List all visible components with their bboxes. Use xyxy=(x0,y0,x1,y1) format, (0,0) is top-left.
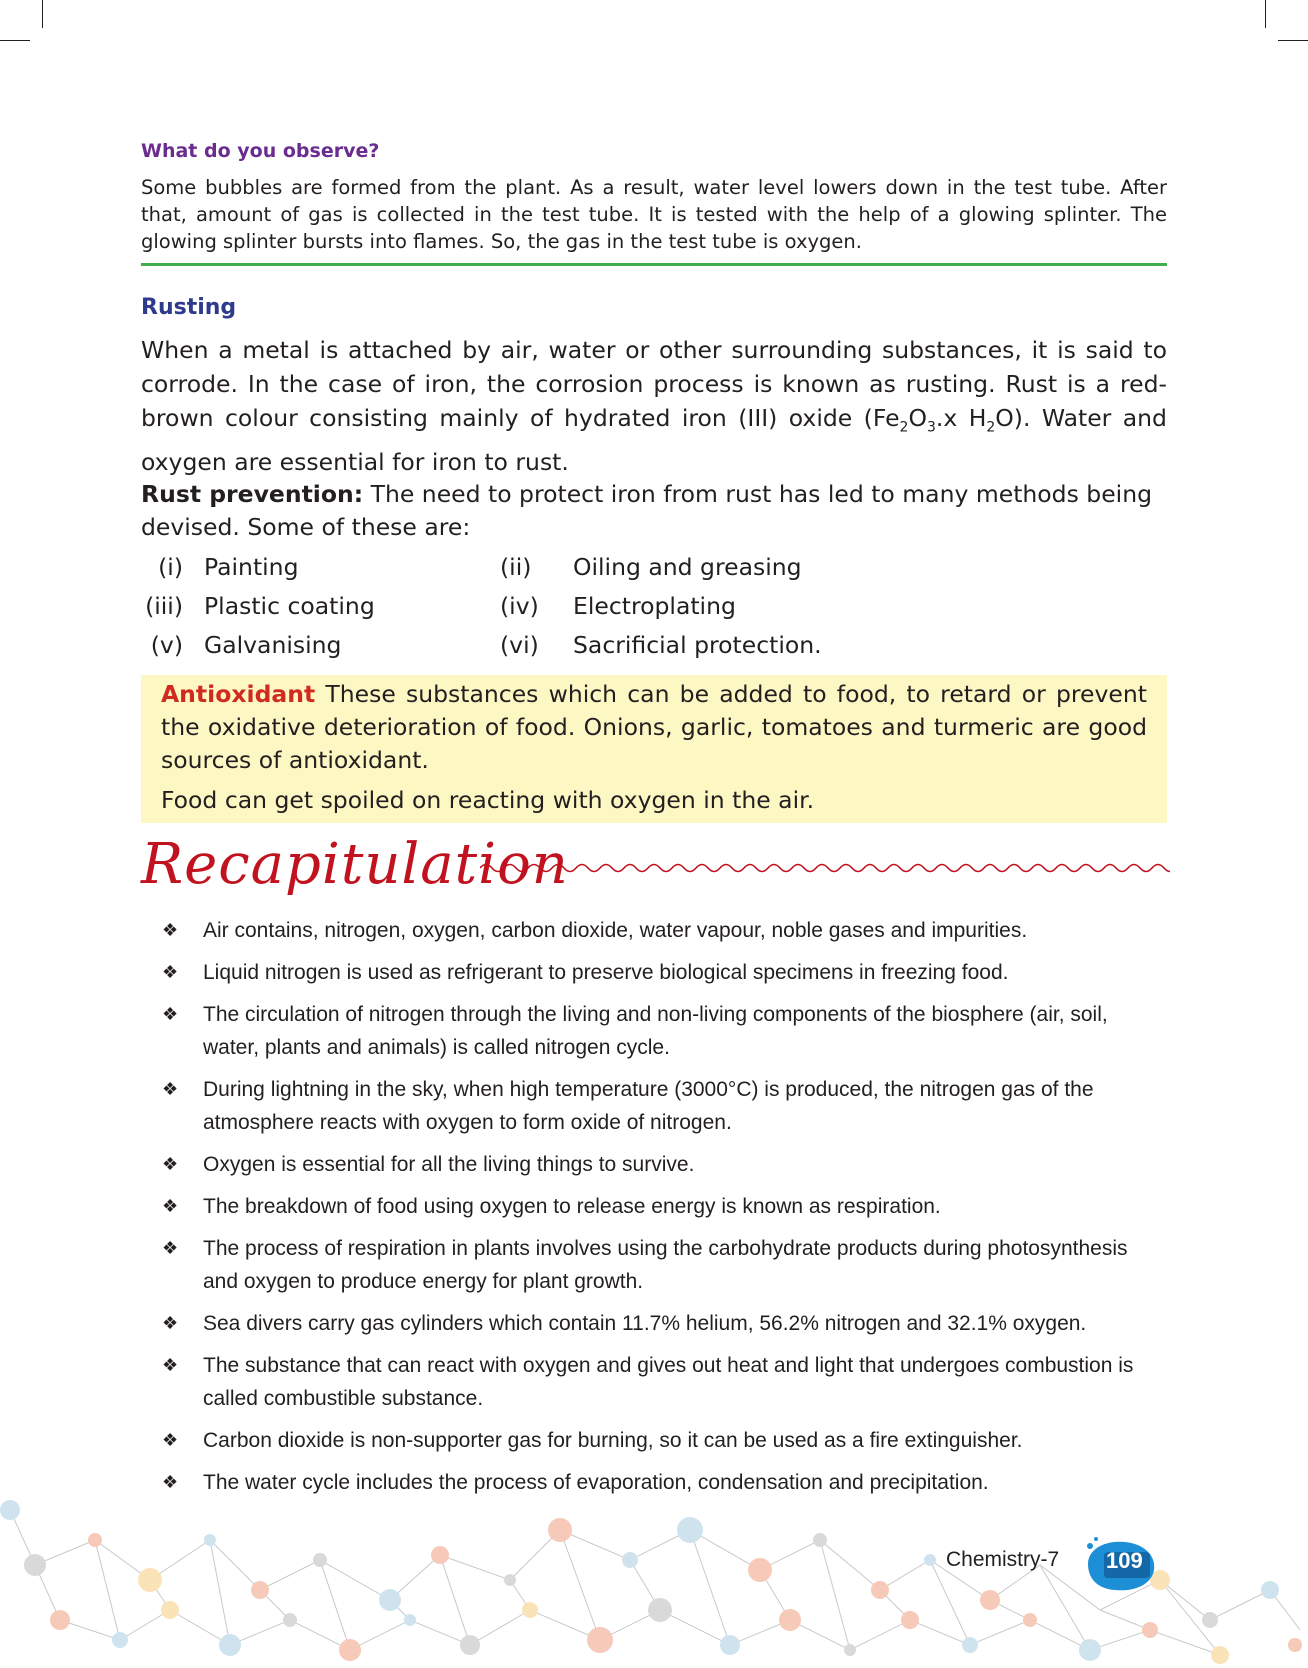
diamond-bullet-icon: ❖ xyxy=(162,1430,179,1450)
diamond-bullet-icon: ❖ xyxy=(162,1004,179,1024)
diamond-bullet-icon: ❖ xyxy=(162,962,179,982)
diamond-bullet-icon: ❖ xyxy=(162,1079,179,1099)
subject-label: Chemistry-7 xyxy=(946,1548,1060,1571)
observe-heading: What do you observe? xyxy=(141,140,380,162)
list-item: ❖ The substance that can react with oxygen and gives out heat and light that undergoes combustion is called combustible substance. xyxy=(162,1349,1168,1415)
diamond-bullet-icon: ❖ xyxy=(162,1196,179,1216)
list-item: ❖ During lightning in the sky, when high temperature (3000°C) is produced, the nitrogen gas of the atmosphere reacts with oxygen to form oxide of nitrogen. xyxy=(162,1073,1168,1139)
list-item: ❖ Sea divers carry gas cylinders which contain 11.7% helium, 56.2% nitrogen and 32.1% oxygen. xyxy=(162,1307,1168,1340)
rust-prevention-label: Rust prevention: xyxy=(141,480,364,508)
antioxidant-label: Antioxidant xyxy=(161,680,316,708)
section-divider xyxy=(141,263,1167,266)
method-item: (v) Galvanising xyxy=(150,631,342,659)
diamond-bullet-icon: ❖ xyxy=(162,1472,179,1492)
rusting-heading: Rusting xyxy=(141,295,237,320)
rusting-text: When a metal is attached by air, water or other surrounding substances, it is said to corrode. In the case of iron, the corrosion process is known as rusting. Rust is a red-brown colour consisting mainly of hydrated iron (III) oxide ($Fe_2O_3.x$ $H_2O$). Water and oxygen are essential for iron to rust. xyxy=(141,336,1167,476)
page-number: 109 xyxy=(1106,1548,1143,1573)
diamond-bullet-icon: ❖ xyxy=(162,920,179,940)
diamond-bullet-icon: ❖ xyxy=(162,1313,179,1333)
method-item: (iv) Electroplating xyxy=(500,592,736,620)
recap-title: Recapitulation xyxy=(141,832,569,897)
rust-prevention-text: Rust prevention: The need to protect iron from rust has led to many methods being devised. Some of these are: xyxy=(141,480,1153,541)
list-item: ❖ Air contains, nitrogen, oxygen, carbon dioxide, water vapour, noble gases and impurities. xyxy=(162,914,1168,947)
list-item: ❖ Carbon dioxide is non-supporter gas for burning, so it can be used as a fire extinguisher. xyxy=(162,1424,1168,1457)
method-item: (ii) Oiling and greasing xyxy=(500,553,802,581)
list-item: ❖ The process of respiration in plants involves using the carbohydrate products during photosynthesis and oxygen to produce energy for plant growth. xyxy=(162,1232,1168,1298)
recap-list xyxy=(162,914,1168,1508)
list-item: ❖ Oxygen is essential for all the living things to survive. xyxy=(162,1148,1168,1181)
list-item: ❖ The water cycle includes the process of evaporation, condensation and precipitation. xyxy=(162,1466,1168,1499)
crop-mark xyxy=(42,0,43,28)
method-item: (iii) Plastic coating xyxy=(145,592,375,620)
observe-text: Some bubbles are formed from the plant. As a result, water level lowers down in the test tube. After that, amount of gas is collected in the test tube. It is tested with the help of a glowing splinter. The glowing splinter bursts into flames. So, the gas in the test tube is oxygen. xyxy=(141,176,1167,253)
crop-mark xyxy=(0,40,30,41)
antioxidant-text: Antioxidant These substances which can be added to food, to retard or prevent the oxidative deterioration of food. Onions, garlic, tomatoes and turmeric are good sources of antioxidant. xyxy=(161,680,1147,774)
list-item: ❖ The circulation of nitrogen through the living and non-living components of the biosphere (air, soil, water, plants and animals) is called nitrogen cycle. xyxy=(162,998,1168,1064)
diamond-bullet-icon: ❖ xyxy=(162,1238,179,1258)
antioxidant-note: Food can get spoiled on reacting with oxygen in the air. xyxy=(161,786,815,814)
crop-mark xyxy=(1278,40,1308,41)
list-item: ❖ Liquid nitrogen is used as refrigerant to preserve biological specimens in freezing food. xyxy=(162,956,1168,989)
diamond-bullet-icon: ❖ xyxy=(162,1355,179,1375)
method-item: (i) Painting xyxy=(158,553,299,581)
list-item: ❖ The breakdown of food using oxygen to release energy is known as respiration. xyxy=(162,1190,1168,1223)
method-item: (vi) Sacrificial protection. xyxy=(500,631,822,659)
crop-mark xyxy=(1265,0,1266,28)
wave-divider xyxy=(480,858,1170,878)
diamond-bullet-icon: ❖ xyxy=(162,1154,179,1174)
